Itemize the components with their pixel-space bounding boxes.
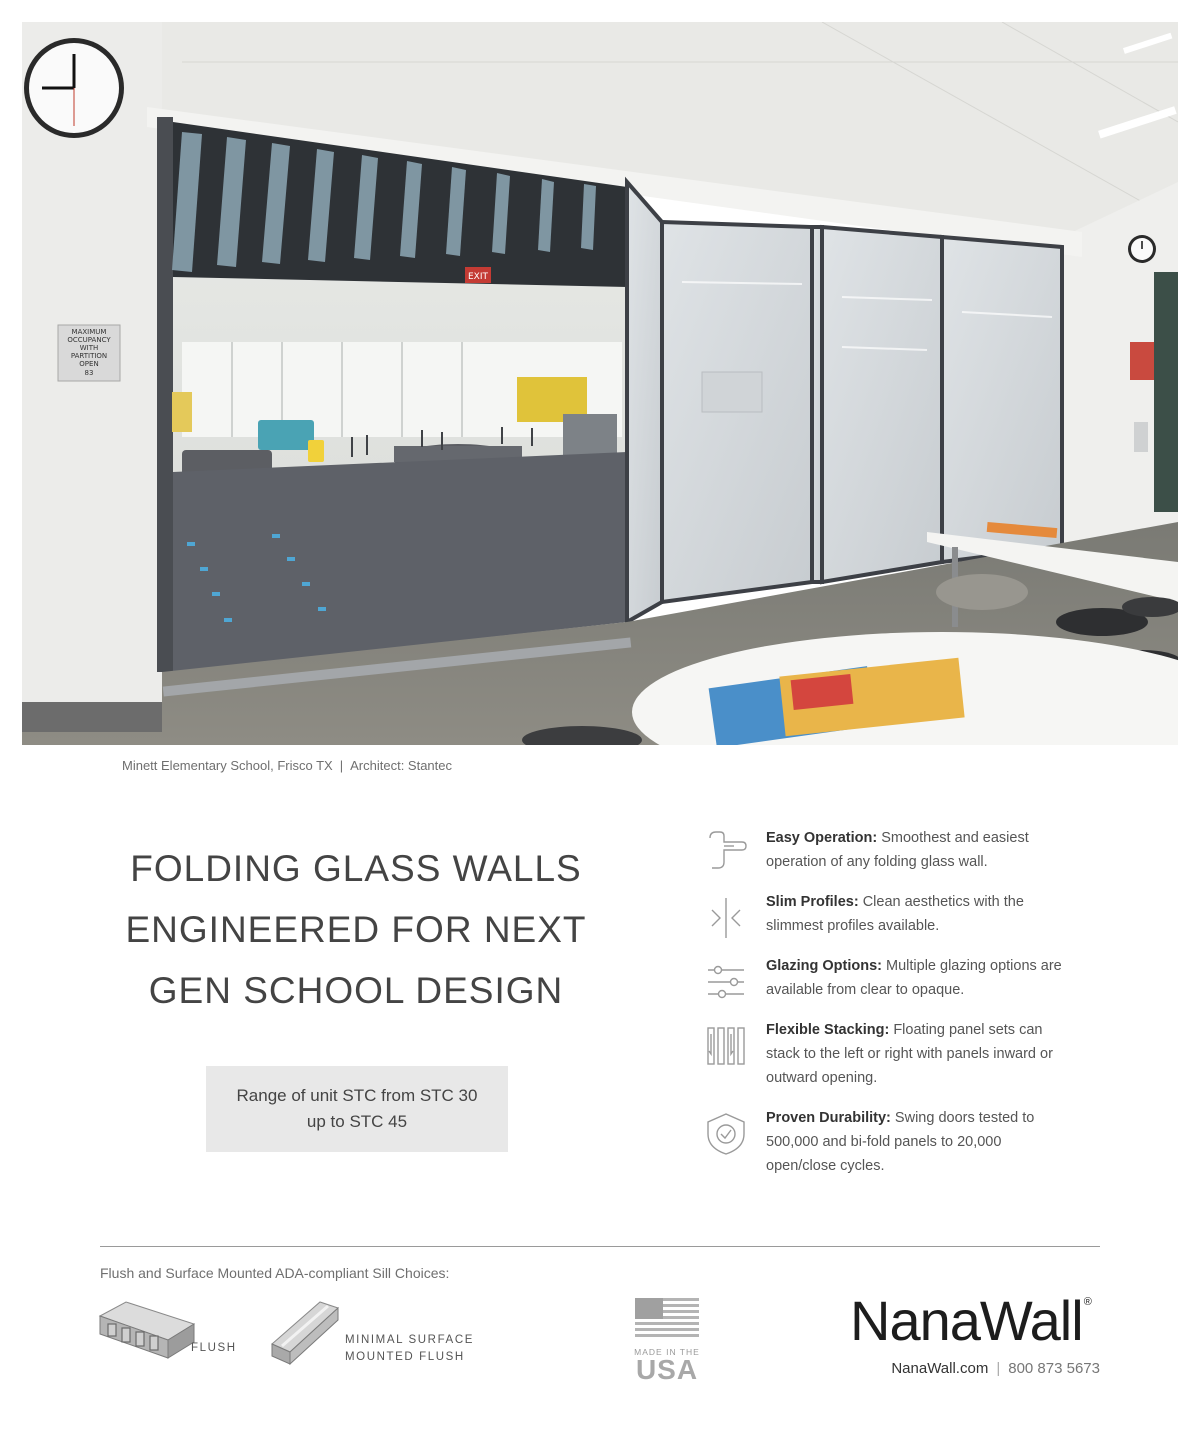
feature-description: Smoothest and easiest operation of any folding glass wall.	[766, 830, 1029, 870]
caption-architect: Architect: Stantec	[350, 758, 453, 773]
made-in-text: MADE IN THE	[634, 1347, 700, 1357]
caption-location: Minett Elementary School, Frisco TX	[122, 758, 333, 773]
stc-range-box	[206, 1066, 508, 1152]
feature-title: Glazing Options:	[766, 958, 882, 974]
caption-separator: |	[339, 758, 344, 773]
handle-icon	[704, 828, 748, 872]
usa-text: USA	[635, 1354, 699, 1385]
feature-title: Proven Durability:	[766, 1110, 891, 1126]
feature-text	[766, 1018, 1066, 1090]
feature-description: Multiple glazing options are available from clear to opaque.	[766, 958, 1062, 998]
svg-text:WITH: WITH	[79, 344, 99, 352]
feature-title: Flexible Stacking:	[766, 1022, 890, 1038]
nanawall-logo	[850, 1288, 1091, 1353]
feature-text	[766, 890, 1066, 938]
feature-text	[766, 1106, 1066, 1178]
stc-line-1: Range of unit STC from STC 30	[236, 1086, 478, 1105]
classroom-illustration	[22, 22, 1178, 745]
sill-choices-title: Flush and Surface Mounted ADA-compliant Sill Choices:	[100, 1265, 450, 1281]
flush-sill-image	[96, 1296, 196, 1365]
sill-label-flush: FLUSH	[191, 1342, 237, 1354]
contact-info	[891, 1360, 1100, 1377]
website-link[interactable]: NanaWall.com	[891, 1360, 989, 1377]
feature-title: Slim Profiles:	[766, 894, 859, 910]
feature-description: Clean aesthetics with the slimmest profiles available.	[766, 894, 1024, 934]
slim-profile-icon	[704, 896, 748, 940]
stc-line-2: up to STC 45	[306, 1112, 408, 1131]
flag-icon	[635, 1298, 699, 1338]
registered-mark: ®	[1083, 1296, 1091, 1308]
feature-description: Swing doors tested to 500,000 and bi-fold panels to 20,000 open/close cycles.	[766, 1110, 1035, 1174]
headline-line-3: GEN SCHOOL DESIGN	[148, 970, 564, 1011]
feature-title: Easy Operation:	[766, 830, 878, 846]
sill-label-surface: MINIMAL SURFACE MOUNTED FLUSH	[345, 1334, 475, 1363]
surface-sill-image	[268, 1298, 340, 1373]
feature-description: Floating panel sets can stack to the left or right with panels inward or outward opening.	[766, 1022, 1053, 1086]
made-in-usa-badge	[634, 1298, 700, 1383]
brand-name: NanaWall	[850, 1289, 1083, 1352]
stacking-icon	[704, 1024, 748, 1068]
svg-text:OPEN: OPEN	[79, 360, 99, 368]
shield-check-icon	[704, 1112, 748, 1156]
svg-text:PARTITION: PARTITION	[70, 352, 108, 360]
headline	[100, 838, 612, 1021]
sliders-icon	[704, 960, 748, 1004]
svg-text:OCCUPANCY: OCCUPANCY	[67, 336, 111, 344]
hero-photo	[22, 22, 1178, 745]
photo-caption	[122, 758, 452, 773]
feature-text	[766, 954, 1066, 1002]
svg-text:83: 83	[84, 369, 94, 377]
feature-text	[766, 826, 1066, 874]
exit-sign: EXIT	[467, 272, 489, 282]
headline-line-1: FOLDING GLASS WALLS	[130, 848, 582, 889]
phone-number[interactable]: 800 873 5673	[1008, 1360, 1100, 1377]
headline-line-2: ENGINEERED FOR NEXT	[125, 909, 587, 950]
contact-separator: |	[996, 1360, 1001, 1377]
svg-text:MAXIMUM: MAXIMUM	[71, 328, 107, 336]
footer-divider	[100, 1246, 1100, 1247]
